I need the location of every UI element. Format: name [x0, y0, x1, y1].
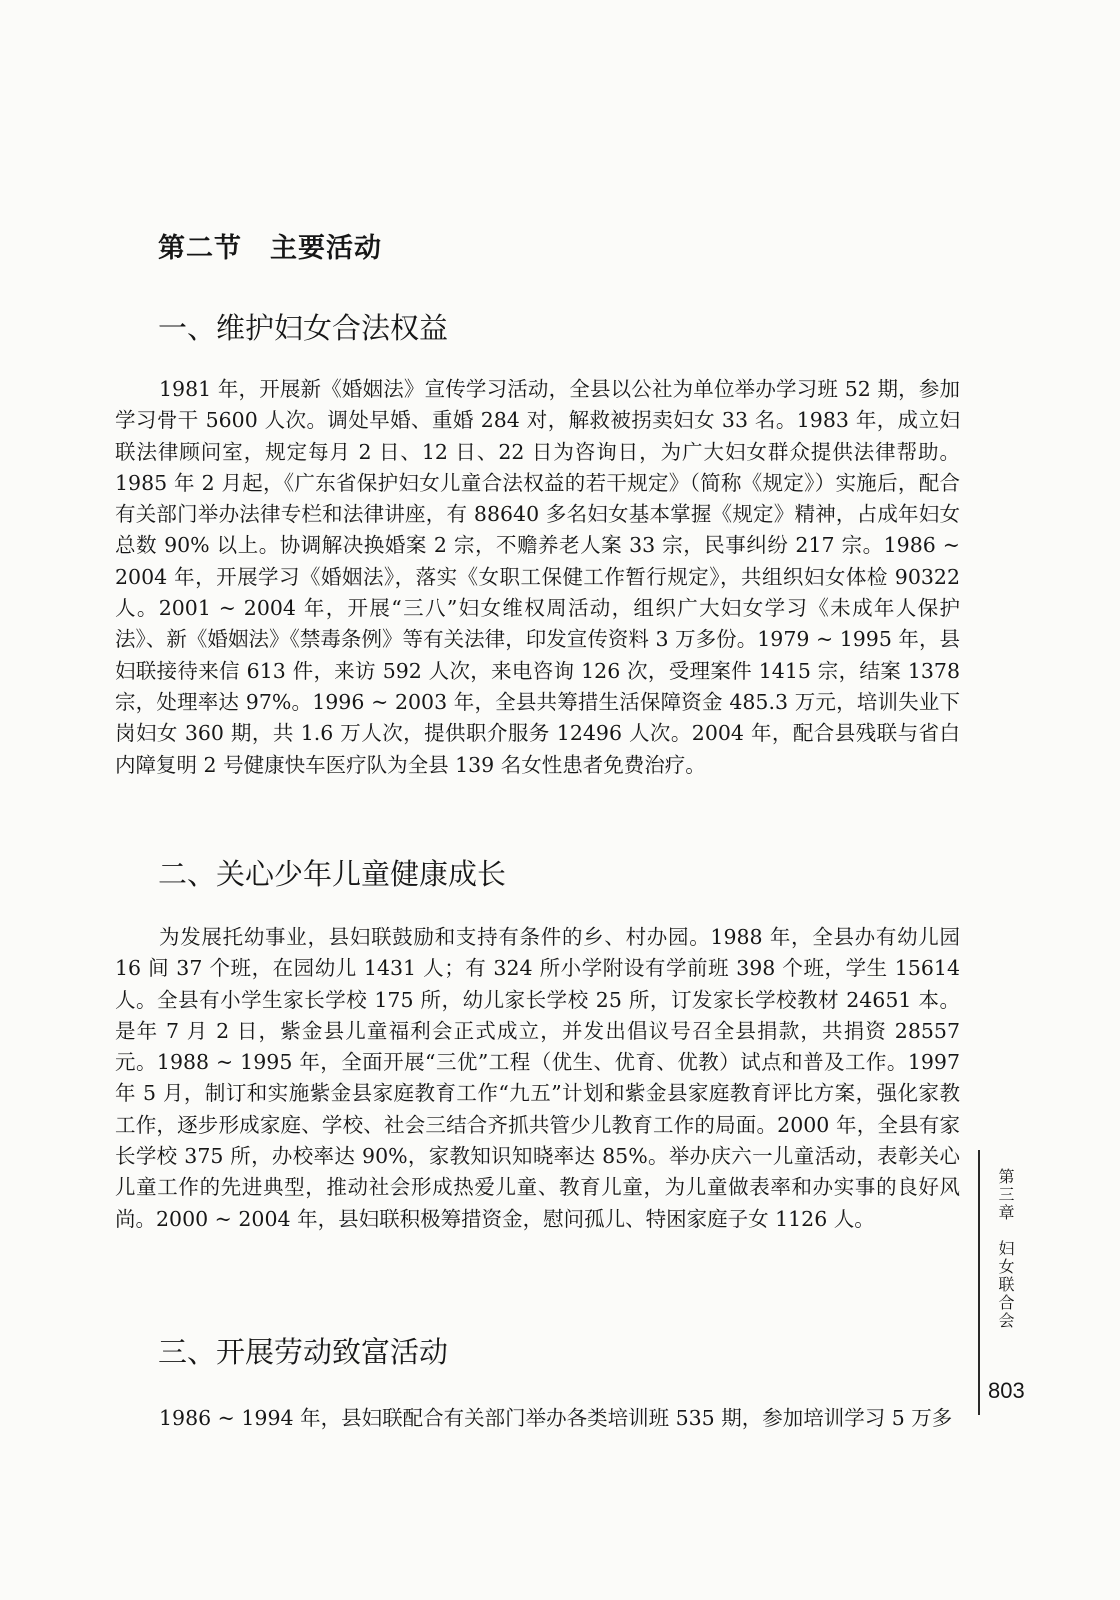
section-title: 第二节 主要活动 [158, 233, 382, 264]
subsection-body-2: 为发展托幼事业，县妇联鼓励和支持有条件的乡、村办园。1988 年，全县办有幼儿园 16 间 37 个班，在园幼儿 1431 人；有 324 所小学附设有学前班 398 个班，学生 15614 人。全县有小学生家长学校 175 所，幼儿家长学校 25 所，订发家长学校教材 24651 本。是年 7 月 2 日，紫金县儿童福利会正式成立，并发出倡议号召全县捐款，共捐资 28557 元。1988 ~ 1995 年，全面开展“三优”工程（优生、优育、优教）试点和普及工作。1997 年 5 月，制订和实施紫金县家庭教育工作“九五”计划和紫金县家庭教育评比方案，强化家教工作，逐步形成家庭、学校、社会三结合齐抓共管少儿教育工作的局面。2000 年，全县有家长学校 375 所，办校率达 90%，家教知识知晓率达 85%。举办庆六一儿童活动，表彰关心儿童工作的先进典型，推动社会形成热爱儿童、教育儿童，为儿童做表率和办实事的良好风尚。2000 ~ 2004 年，县妇联积极筹措资金，慰问孤儿、特困家庭子女 1126 人。 [115, 925, 960, 1231]
subsection-heading-3: 三、开展劳动致富活动 [158, 1335, 449, 1369]
subsection-heading-1: 一、维护妇女合法权益 [158, 311, 449, 345]
subsection-heading-2: 二、关心少年儿童健康成长 [158, 857, 507, 891]
subsection-body-3: 1986 ~ 1994 年，县妇联配合有关部门举办各类培训班 535 期，参加培训学习 5 万多 [159, 1406, 953, 1430]
subsection-body-1: 1981 年，开展新《婚姻法》宣传学习活动，全县以公社为单位举办学习班 52 期，参加学习骨干 5600 人次。调处早婚、重婚 284 对，解救被拐卖妇女 33 名。1983 年，成立妇联法律顾问室，规定每月 2 日、12 日、22 日为咨询日，为广大妇女群众提供法律帮助。1985 年 2 月起，《广东省保护妇女儿童合法权益的若干规定》（简称《规定》）实施后，配合有关部门举办法律专栏和法律讲座，有 88640 多名妇女基本掌握《规定》精神，占成年妇女总数 90% 以上。协调解决换婚案 2 宗，不赡养老人案 33 宗，民事纠纷 217 宗。1986 ~ 2004 年，开展学习《婚姻法》，落实《女职工保健工作暂行规定》，共组织妇女体检 90322 人。2001 ~ 2004 年，开展“三八”妇女维权周活动，组织广大妇女学习《未成年人保护法》、新《婚姻法》《禁毒条例》等有关法律，印发宣传资料 3 万多份。1979 ~ 1995 年，县妇联接待来信 613 件，来访 592 人次，来电咨询 126 次，受理案件 1415 宗，结案 1378 宗，处理率达 97%。1996 ~ 2003 年，全县共筹措生活保障资金 485.3 万元，培训失业下岗妇女 360 期，共 1.6 万人次，提供职介服务 12496 人次。2004 年，配合县残联与省白内障复明 2 号健康快车医疗队为全县 139 名女性患者免费治疗。 [115, 377, 960, 777]
chapter-label: 第三章 妇女联合会 [996, 1168, 1015, 1330]
sidebar-divider [978, 1150, 980, 1415]
page-number: 803 [988, 1378, 1025, 1403]
